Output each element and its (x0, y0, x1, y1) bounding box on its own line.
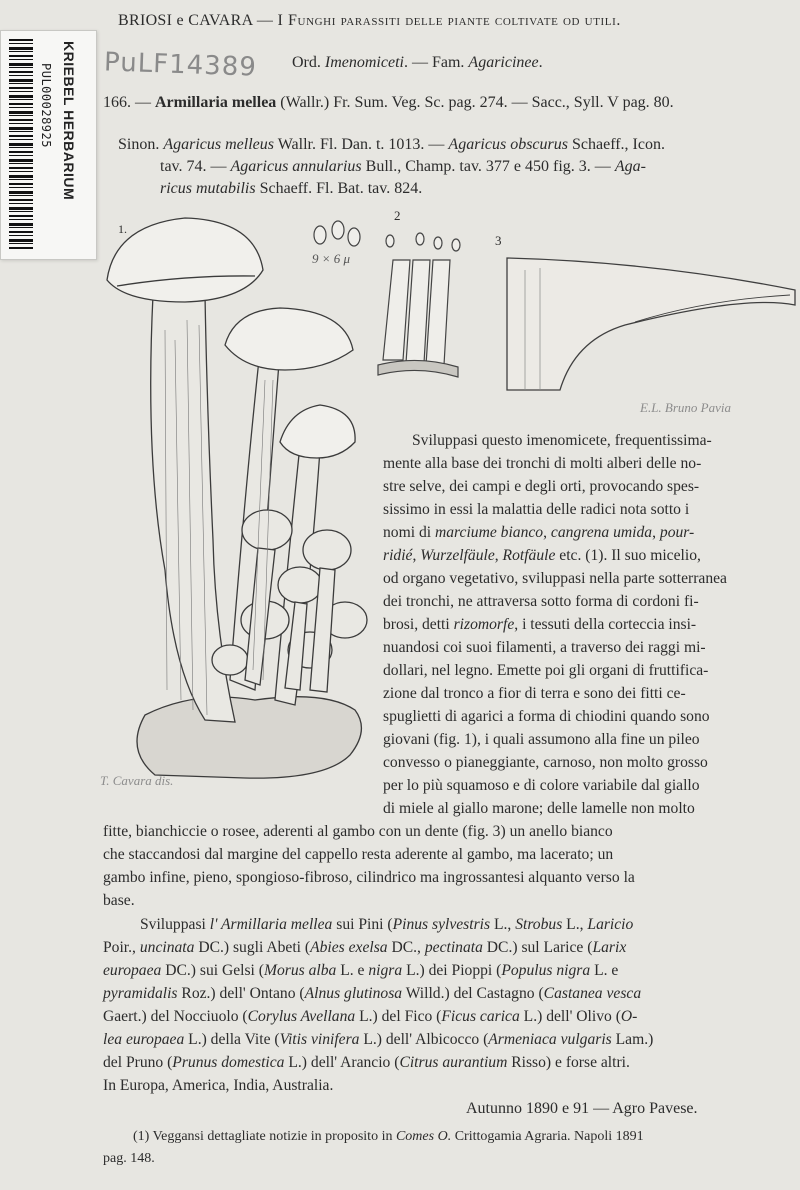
synonyms-line: ricus mutabilis Schaeff. Fl. Bat. tav. 824. (160, 180, 423, 197)
illustrator-signature: T. Cavara dis. (100, 773, 174, 788)
cap-small (280, 405, 355, 458)
spore (348, 228, 360, 246)
herbarium-label (0, 30, 97, 260)
engraver-signature: E.L. Bruno Pavia (640, 400, 731, 415)
young-cap (303, 530, 351, 570)
young-cap (242, 510, 292, 550)
text-line: dollari, nel legno. Emette poi gli organi di fruttifica- (383, 662, 709, 679)
footnote: pag. 148. (103, 1151, 155, 1166)
text-line: ridié, Wurzelfäule, Rotfäule etc. (1). Il suo micelio, (383, 547, 701, 564)
cap-large (107, 218, 263, 302)
text-line: dei tronchi, ne attraversa sotto forma di cordoni fi- (383, 593, 699, 610)
species-entry: 166. — Armillaria mellea (Wallr.) Fr. Sum. Veg. Sc. pag. 274. — Sacc., Syll. V pag. 80. (103, 94, 674, 111)
text-line: od organo vegetativo, sviluppasi nella parte sotterranea (383, 570, 727, 587)
header-title: I Funghi parassiti delle piante coltivate od utili. (277, 12, 621, 29)
page-header: BRIOSI e CAVARA — I Funghi parassiti delle piante coltivate od utili. (118, 12, 621, 29)
text-line: fitte, bianchiccie o rosee, aderenti al gambo con un dente (fig. 3) un anello bianco (103, 823, 613, 840)
young-cap (212, 645, 248, 675)
text-line: In Europa, America, India, Australia. (103, 1077, 334, 1094)
text-line: mente alla base dei tronchi di molti alberi delle no- (383, 455, 702, 472)
figure-2-number: 2 (394, 208, 401, 223)
text-line: stre selve, dei campi e degli orti, provocando spes- (383, 478, 700, 495)
text-line: nuandosi coi suoi filamenti, a traverso dei raggi mi- (383, 639, 706, 656)
species-name: Armillaria mellea (155, 94, 277, 111)
text-line: di miele al giallo marone; delle lamelle non molto (383, 800, 695, 817)
text-line: europaea DC.) sui Gelsi (Morus alba L. e nigra L.) dei Pioppi (Populus nigra L. e (103, 962, 619, 979)
figure-3-lamella-section (505, 250, 800, 400)
specimen-code: PUL00028925 (39, 63, 53, 148)
text-line: Sviluppasi l' Armillaria mellea sui Pini (Pinus sylvestris L., Strobus L., Laricio (140, 916, 634, 933)
text-line: lea europaea L.) della Vite (Vitis vinifera L.) dell' Albicocco (Armeniaca vulgaris Lam.) (103, 1031, 654, 1048)
basidia (383, 260, 450, 365)
text-line: del Pruno (Prunus domestica L.) dell' Arancio (Citrus aurantium Risso) e forse altri. (103, 1054, 630, 1071)
text-line: brosi, detti rizomorfe, i tessuti della corteccia insi- (383, 616, 697, 633)
text-line: Sviluppasi questo imenomicete, frequentissima- (412, 432, 712, 449)
spore (332, 221, 344, 239)
text-line: Poir., uncinata DC.) sugli Abeti (Abies exelsa DC., pectinata DC.) sul Larice (Larix (103, 939, 627, 956)
text-line: convesso o pianeggiante, carnoso, non molto grosso (383, 754, 708, 771)
text-line: sissimo in essi la malattia delle radici nota sotto i (383, 501, 690, 518)
text-line: Gaert.) del Nocciuolo (Corylus Avellana L.) del Fico (Ficus carica L.) dell' Olivo (O- (103, 1008, 638, 1025)
figure-3-number: 3 (495, 233, 502, 248)
text-line: spuglietti di agarici a forma di chiodini quando sono (383, 708, 710, 725)
locality-date: Autunno 1890 e 91 — Agro Pavese. (466, 1100, 698, 1117)
synonyms-line: Sinon. Agaricus melleus Wallr. Fl. Dan. t. 1013. — Agaricus obscurus Schaeff., Icon. (118, 136, 665, 153)
text-line: base. (103, 892, 135, 909)
text-line: zione dal tronco a fior di terra e sono dei fitti ce- (383, 685, 686, 702)
text-line: che staccandosi dal margine del cappello resta aderente al gambo, ma lacerato; un (103, 846, 614, 863)
figure-1-number: 1. (118, 222, 127, 236)
header-authors: BRIOSI e CAVARA (118, 12, 253, 29)
synonyms-line: tav. 74. — Agaricus annularius Bull., Champ. tav. 377 e 450 fig. 3. — Aga- (160, 158, 646, 175)
soil-base (137, 697, 361, 778)
herbarium-title: KRIEBEL HERBARIUM (61, 41, 77, 201)
handwritten-accession: PuLF14389 (103, 47, 258, 83)
barcode (9, 39, 33, 249)
cap-gill-outline (507, 258, 795, 390)
figure-2-spores-basidia (308, 215, 488, 385)
text-line: nomi di marciume bianco, cangrena umida, pour- (383, 524, 695, 541)
spore (314, 226, 326, 244)
text-line: gambo infine, pieno, spongioso-fibroso, cilindrico ma ingrossantesi alquanto verso la (103, 869, 635, 886)
young-cap (278, 567, 322, 603)
text-line: pyramidalis Roz.) dell' Ontano (Alnus glutinosa Willd.) del Castagno (Castanea vesca (103, 985, 642, 1002)
taxon-order: Ord. Imenomiceti. — Fam. Agaricinee. (292, 54, 543, 71)
text-line: giovani (fig. 1), i quali assumono alla fine un pileo (383, 731, 700, 748)
footnote: (1) Veggansi dettagliate notizie in proposito in Comes O. Crittogamia Agraria. Napoli 1891 (133, 1129, 644, 1144)
spore-size-label: 9 × 6 μ (312, 251, 351, 266)
text-line: per lo più squamoso e di colore variabile dal giallo (383, 777, 700, 794)
